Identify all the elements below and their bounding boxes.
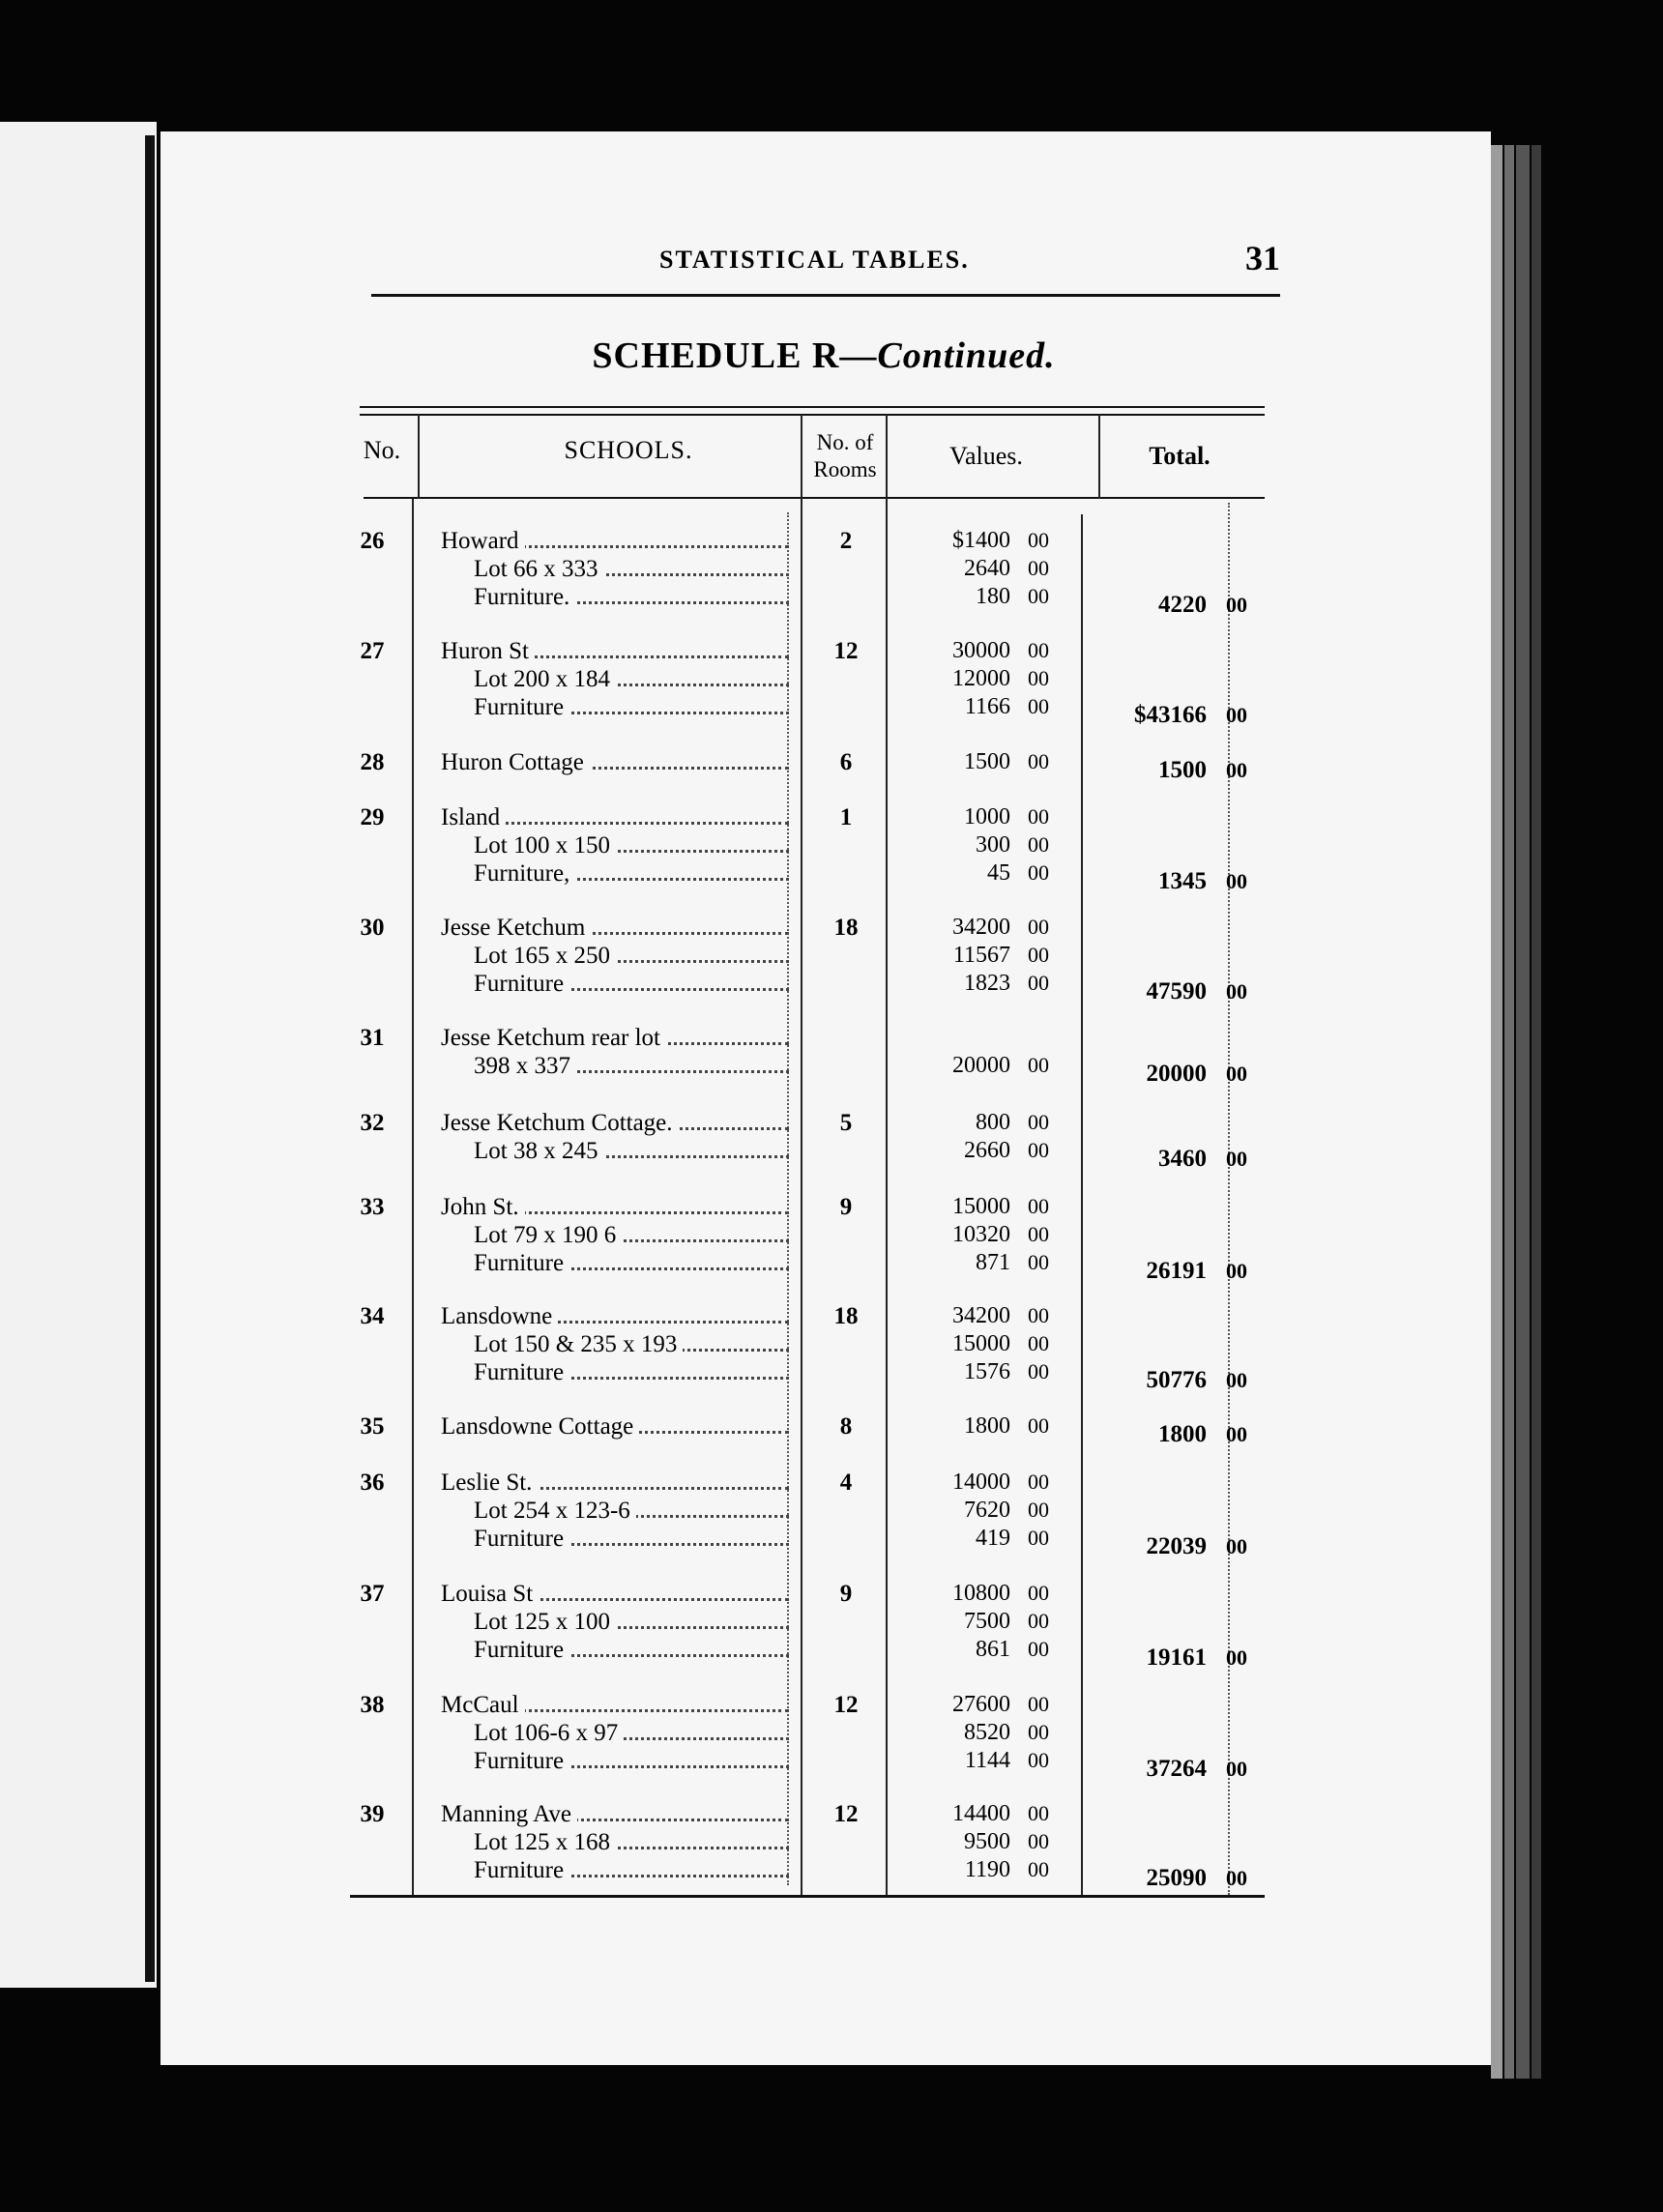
value-amount-cents: 00 (1028, 1637, 1049, 1661)
value-amount-cents: 00 (1028, 1250, 1049, 1274)
school-detail-text: Furniture (474, 1250, 569, 1276)
school-detail-text: Lot 79 x 190 6 (474, 1222, 622, 1248)
value-amount-dollars: 30000 (952, 638, 1010, 663)
value-amount (909, 1138, 1049, 1164)
school-detail-line (474, 1720, 789, 1747)
total-amount-dollars: $43166 (1134, 702, 1207, 728)
rooms-count: 1 (839, 804, 853, 830)
value-amount (909, 1498, 1049, 1524)
school-detail-line (474, 971, 789, 998)
value-amount-dollars: 180 (976, 584, 1010, 609)
value-amount (909, 1194, 1049, 1220)
value-amount-dollars: 871 (976, 1250, 1010, 1275)
value-amount (909, 528, 1049, 554)
school-name-text: Lansdowne (441, 1303, 558, 1329)
page-edge (1516, 145, 1530, 2079)
value-amount-cents: 00 (1028, 1470, 1049, 1494)
school-name-text: Louisa St (441, 1581, 539, 1607)
school-detail-text: Furniture (474, 1526, 569, 1552)
rooms-count: 8 (839, 1413, 853, 1440)
value-amount-cents: 00 (1028, 943, 1049, 967)
value-amount-cents: 00 (1028, 1194, 1049, 1218)
value-amount-dollars: 800 (976, 1110, 1010, 1135)
total-amount-dollars: 1345 (1158, 868, 1207, 894)
total-amount (1083, 1061, 1247, 1088)
school-name (441, 1303, 789, 1330)
total-amount-dollars: 47590 (1146, 978, 1207, 1004)
school-detail-line (474, 1359, 789, 1386)
value-amount (909, 666, 1049, 692)
total-amount-cents: 00 (1226, 1422, 1247, 1446)
value-amount (909, 584, 1049, 610)
value-amount-cents: 00 (1028, 1359, 1049, 1383)
school-name-text: Howard (441, 528, 525, 554)
rooms-count: 18 (833, 915, 859, 941)
total-amount-dollars: 25090 (1146, 1865, 1207, 1891)
left-page (0, 122, 157, 1988)
school-detail-line (474, 666, 789, 693)
school-name-text: McCaul (441, 1692, 525, 1718)
rooms-count: 9 (839, 1194, 853, 1220)
column-divider (1098, 414, 1100, 499)
value-amount-dollars: 7500 (964, 1609, 1010, 1634)
column-divider (801, 414, 802, 1895)
rooms-count: 12 (833, 638, 859, 664)
total-amount-cents: 00 (1226, 1534, 1247, 1558)
value-amount-dollars: 14000 (952, 1470, 1010, 1495)
total-amount-cents: 00 (1226, 1147, 1247, 1171)
value-amount (909, 832, 1049, 859)
value-amount-cents: 00 (1028, 1413, 1049, 1438)
school-name-text: Lansdowne Cottage (441, 1413, 639, 1440)
value-amount-cents: 00 (1028, 1857, 1049, 1881)
school-number: 29 (360, 804, 385, 830)
page-edge (1532, 145, 1541, 2079)
running-title: STATISTICAL TABLES. (659, 246, 970, 274)
value-amount-cents: 00 (1028, 1222, 1049, 1246)
value-amount-dollars: 2640 (964, 556, 1010, 581)
total-amount-cents: 00 (1226, 1368, 1247, 1392)
value-amount-cents: 00 (1028, 860, 1049, 885)
school-name-text: Jesse Ketchum (441, 915, 591, 941)
school-number: 39 (360, 1801, 385, 1827)
school-number: 28 (360, 749, 385, 775)
school-number: 37 (360, 1581, 385, 1607)
value-amount-cents: 00 (1028, 1303, 1049, 1327)
value-amount-dollars: 2660 (964, 1138, 1010, 1163)
value-amount-cents: 00 (1028, 1829, 1049, 1853)
school-detail-line (474, 1053, 789, 1080)
column-header-rooms-line1: No. of (816, 430, 874, 454)
value-amount (909, 1470, 1049, 1496)
header-rule (371, 294, 1280, 297)
value-amount (909, 1526, 1049, 1552)
school-detail-line (474, 694, 789, 721)
rooms-count: 4 (839, 1470, 853, 1496)
school-name (441, 1194, 789, 1221)
total-amount-dollars: 3460 (1158, 1146, 1207, 1172)
school-detail-text: Lot 38 x 245 (474, 1138, 603, 1164)
school-name (441, 1413, 789, 1441)
value-amount-cents: 00 (1028, 1053, 1049, 1077)
value-amount (909, 1637, 1049, 1663)
value-amount (909, 1609, 1049, 1635)
value-amount (909, 1331, 1049, 1357)
value-amount-cents: 00 (1028, 804, 1049, 829)
value-amount-dollars: 1576 (964, 1359, 1010, 1384)
total-amount (1083, 1644, 1247, 1672)
value-amount-cents: 00 (1028, 1692, 1049, 1716)
value-amount (909, 1692, 1049, 1718)
column-divider (418, 414, 420, 499)
school-detail-text: Lot 254 x 123-6 (474, 1498, 636, 1524)
value-amount-cents: 00 (1028, 1801, 1049, 1825)
school-detail-line (474, 584, 789, 611)
value-amount (909, 1829, 1049, 1855)
total-amount (1083, 1258, 1247, 1285)
value-amount-cents: 00 (1028, 638, 1049, 662)
column-header-no: No. (363, 436, 401, 464)
school-detail-line (474, 943, 789, 970)
value-amount-dollars: 1190 (964, 1857, 1010, 1882)
total-amount (1083, 1533, 1247, 1560)
rooms-count: 18 (833, 1303, 859, 1329)
school-name (441, 1025, 789, 1052)
value-amount (909, 749, 1049, 775)
school-name-text: Manning Ave (441, 1801, 577, 1827)
school-detail-line (474, 1609, 789, 1636)
column-header-rooms (799, 429, 891, 483)
schedule-title-continued: Continued. (877, 335, 1056, 376)
school-detail-text: Lot 150 & 235 x 193 (474, 1331, 683, 1357)
school-detail-text: Lot 165 x 250 (474, 943, 616, 969)
school-detail-text: Furniture (474, 694, 569, 720)
total-amount-cents: 00 (1226, 758, 1247, 782)
value-amount (909, 1303, 1049, 1329)
value-amount (909, 1857, 1049, 1883)
total-amount-cents: 00 (1226, 1866, 1247, 1890)
school-detail-line (474, 1138, 789, 1165)
value-amount-cents: 00 (1028, 1748, 1049, 1772)
value-amount-dollars: 1823 (964, 971, 1010, 996)
school-name-text: Leslie St. (441, 1470, 538, 1496)
school-detail-text: Lot 100 x 150 (474, 832, 616, 859)
school-name (441, 915, 789, 942)
total-amount-dollars: 4220 (1158, 592, 1207, 618)
value-amount (909, 556, 1049, 582)
total-amount-dollars: 22039 (1146, 1533, 1207, 1559)
value-amount-cents: 00 (1028, 1609, 1049, 1633)
school-detail-text: Lot 200 x 184 (474, 666, 616, 692)
school-number: 32 (360, 1110, 385, 1136)
page-number: 31 (1245, 239, 1280, 277)
school-detail-text: Lot 106-6 x 97 (474, 1720, 624, 1746)
school-number: 36 (360, 1470, 385, 1496)
school-name-text: Huron St (441, 638, 535, 664)
total-amount (1083, 1421, 1247, 1448)
value-amount (909, 1720, 1049, 1746)
schedule-title (367, 335, 1280, 377)
school-detail-line (474, 1250, 789, 1277)
rooms-count: 9 (839, 1581, 853, 1607)
school-detail-text: Furniture (474, 971, 569, 997)
book-gutter (145, 135, 155, 1982)
total-amount (1083, 1367, 1247, 1394)
value-amount (909, 638, 1049, 664)
school-detail-text: Lot 125 x 100 (474, 1609, 616, 1635)
page-edge (1491, 145, 1503, 2079)
value-amount-cents: 00 (1028, 1720, 1049, 1744)
school-name (441, 749, 789, 776)
total-amount-cents: 00 (1226, 1062, 1247, 1086)
value-amount (909, 1110, 1049, 1136)
value-amount-dollars: 20000 (952, 1053, 1010, 1078)
total-amount-cents: 00 (1226, 1645, 1247, 1670)
total-amount-dollars: 20000 (1146, 1061, 1207, 1087)
value-amount-dollars: 9500 (964, 1829, 1010, 1854)
school-name (441, 528, 789, 555)
value-amount-cents: 00 (1028, 915, 1049, 939)
total-amount (1083, 592, 1247, 619)
total-amount (1083, 757, 1247, 784)
total-amount-dollars: 1800 (1158, 1421, 1207, 1447)
value-amount-dollars: 1000 (964, 804, 1010, 830)
school-name-text: John St. (441, 1194, 525, 1220)
value-amount-dollars: 1500 (964, 749, 1010, 774)
school-detail-line (474, 832, 789, 859)
value-amount-dollars: 10800 (952, 1581, 1010, 1606)
school-name (441, 804, 789, 831)
table-top-rule (360, 406, 1265, 408)
column-divider (412, 499, 414, 1895)
total-amount-cents: 00 (1226, 703, 1247, 727)
school-detail-line (474, 1331, 789, 1358)
value-amount-dollars: 1144 (964, 1748, 1010, 1773)
value-amount-dollars: 12000 (952, 666, 1010, 691)
school-detail-line (474, 556, 789, 583)
value-amount (909, 1801, 1049, 1827)
total-amount (1083, 868, 1247, 895)
page-edge (1504, 145, 1514, 2079)
value-amount-dollars: 34200 (952, 915, 1010, 940)
school-number: 35 (360, 1413, 385, 1440)
value-amount-cents: 00 (1028, 528, 1049, 552)
value-amount-cents: 00 (1028, 666, 1049, 690)
value-amount (909, 943, 1049, 969)
school-detail-text: Lot 125 x 168 (474, 1829, 616, 1855)
school-detail-line (474, 860, 789, 888)
value-amount-cents: 00 (1028, 971, 1049, 995)
school-detail-line (474, 1498, 789, 1525)
total-amount-dollars: 37264 (1146, 1756, 1207, 1782)
value-amount-dollars: 15000 (952, 1331, 1010, 1356)
total-amount (1083, 978, 1247, 1005)
total-amount-dollars: 50776 (1146, 1367, 1207, 1393)
rooms-count: 6 (839, 749, 853, 775)
total-amount-cents: 00 (1226, 593, 1247, 617)
total-amount (1083, 1756, 1247, 1783)
column-divider (886, 414, 888, 1895)
value-amount (909, 1581, 1049, 1607)
school-name (441, 1470, 789, 1497)
school-name (441, 1801, 789, 1828)
value-amount (909, 804, 1049, 830)
value-amount-cents: 00 (1028, 694, 1049, 718)
value-amount (909, 915, 1049, 941)
rooms-count: 2 (839, 528, 853, 554)
value-amount (909, 1222, 1049, 1248)
school-detail-line (474, 1526, 789, 1553)
value-amount-cents: 00 (1028, 1581, 1049, 1605)
value-amount-dollars: 7620 (964, 1498, 1010, 1523)
total-amount-cents: 00 (1226, 1259, 1247, 1283)
value-amount-cents: 00 (1028, 749, 1049, 773)
value-amount-cents: 00 (1028, 1498, 1049, 1522)
value-amount-cents: 00 (1028, 1138, 1049, 1162)
value-amount (909, 1748, 1049, 1774)
school-detail-text: Furniture. (474, 584, 575, 610)
value-amount-dollars: 419 (976, 1526, 1010, 1551)
school-number: 26 (360, 528, 385, 554)
value-amount-dollars: 10320 (952, 1222, 1010, 1247)
total-amount-cents: 00 (1226, 1757, 1247, 1781)
school-detail-text: Furniture, (474, 860, 575, 887)
total-amount (1083, 1146, 1247, 1173)
value-amount-dollars: 45 (987, 860, 1010, 886)
value-amount (909, 1250, 1049, 1276)
total-amount-cents: 00 (1226, 979, 1247, 1004)
value-amount-dollars: 27600 (952, 1692, 1010, 1717)
value-amount-dollars: 34200 (952, 1303, 1010, 1328)
column-header-rooms-line2: Rooms (813, 457, 877, 481)
value-amount-dollars: 1800 (964, 1413, 1010, 1439)
right-page (160, 131, 1491, 2065)
school-number: 30 (360, 915, 385, 941)
school-detail-line (474, 1829, 789, 1856)
value-amount-cents: 00 (1028, 556, 1049, 580)
school-name (441, 1581, 789, 1608)
school-detail-text: 398 x 337 (474, 1053, 576, 1079)
value-amount-dollars: 300 (976, 832, 1010, 858)
school-number: 27 (360, 638, 385, 664)
school-detail-line (474, 1637, 789, 1664)
value-amount-cents: 00 (1028, 832, 1049, 857)
column-header-total: Total. (1149, 442, 1211, 470)
school-detail-line (474, 1222, 789, 1249)
total-amount-dollars: 26191 (1146, 1258, 1207, 1284)
total-amount (1083, 702, 1247, 729)
school-detail-text: Lot 66 x 333 (474, 556, 603, 582)
school-name-text: Jesse Ketchum Cottage. (441, 1110, 679, 1136)
school-name-text: Huron Cottage (441, 749, 590, 775)
rooms-count: 12 (833, 1801, 859, 1827)
value-amount-dollars: 14400 (952, 1801, 1010, 1826)
school-number: 33 (360, 1194, 385, 1220)
total-amount-cents: 00 (1226, 869, 1247, 893)
school-name (441, 1110, 789, 1137)
value-amount (909, 1053, 1049, 1079)
value-amount-dollars: 1166 (964, 694, 1010, 719)
header-bottom-rule (364, 497, 1265, 499)
value-amount (909, 971, 1049, 997)
value-amount-dollars: $1400 (952, 528, 1010, 553)
school-detail-text: Furniture (474, 1748, 569, 1774)
school-name (441, 638, 789, 665)
rooms-count: 12 (833, 1692, 859, 1718)
value-amount (909, 694, 1049, 720)
school-detail-text: Furniture (474, 1359, 569, 1385)
value-amount-cents: 00 (1028, 584, 1049, 608)
school-detail-text: Furniture (474, 1857, 569, 1883)
table-bottom-rule (350, 1895, 1265, 1898)
total-amount (1083, 1865, 1247, 1892)
value-amount (909, 860, 1049, 887)
school-detail-line (474, 1857, 789, 1884)
school-detail-line (474, 1748, 789, 1775)
rooms-count: 5 (839, 1110, 853, 1136)
value-amount-dollars: 8520 (964, 1720, 1010, 1745)
value-amount (909, 1413, 1049, 1440)
school-detail-text: Furniture (474, 1637, 569, 1663)
column-header-schools: SCHOOLS. (564, 436, 693, 464)
school-name-text: Island (441, 804, 506, 830)
value-amount-cents: 00 (1028, 1110, 1049, 1134)
schedule-title-main: SCHEDULE R— (592, 335, 878, 376)
value-amount-cents: 00 (1028, 1331, 1049, 1355)
value-amount (909, 1359, 1049, 1385)
school-name-text: Jesse Ketchum rear lot (441, 1025, 666, 1051)
value-amount-cents: 00 (1028, 1526, 1049, 1550)
running-header (367, 239, 1280, 300)
school-number: 34 (360, 1303, 385, 1329)
school-number: 31 (360, 1025, 385, 1051)
value-amount-dollars: 861 (976, 1637, 1010, 1662)
column-header-values: Values. (949, 442, 1023, 470)
table-top-rule (360, 414, 1265, 416)
school-number: 38 (360, 1692, 385, 1718)
school-name (441, 1692, 789, 1719)
total-amount-dollars: 1500 (1158, 757, 1207, 783)
value-amount-dollars: 15000 (952, 1194, 1010, 1219)
value-amount-dollars: 11567 (952, 943, 1010, 968)
total-amount-dollars: 19161 (1146, 1644, 1207, 1671)
